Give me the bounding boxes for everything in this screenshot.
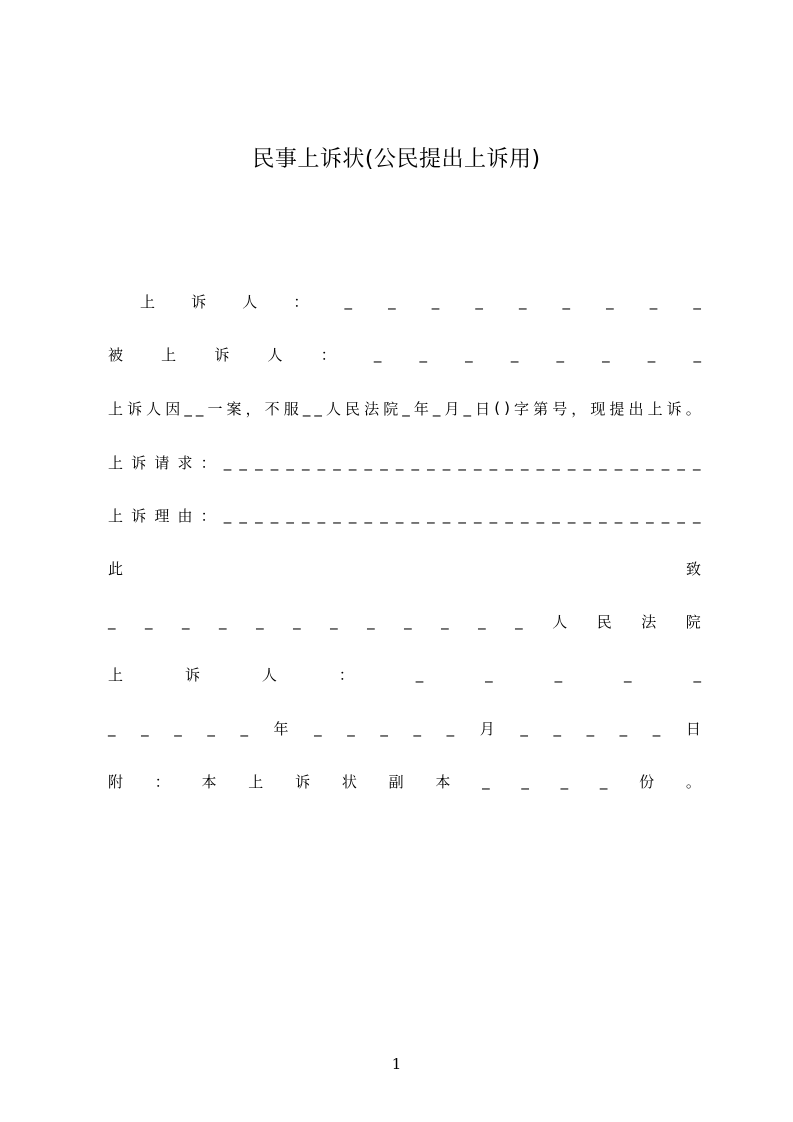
appeal-request-line: 上 诉 请 求 ： _ _ _ _ _ _ _ _ _ _ _ _ _ _ _ _ _ _ _ _ _ _ _ _ _ _ _ _ _ _ _ — [108, 453, 701, 472]
appellant-line: 上 诉 人 ： _ _ _ _ _ _ _ _ _ — [140, 292, 701, 311]
document-title: 民事上诉状(公民提出上诉用) — [252, 147, 541, 172]
signature-line: 上 诉 人 ： _ _ _ _ _ — [108, 665, 701, 684]
appeal-reason-line: 上 诉 理 由 ： _ _ _ _ _ _ _ _ _ _ _ _ _ _ _ _ _ _ _ _ _ _ _ _ _ _ _ _ _ _ _ — [108, 506, 701, 525]
page-number: 1 — [391, 1055, 402, 1073]
salutation-line: 此 致 — [108, 559, 701, 578]
appeal-statement-line: 上 诉 人 因 _ _ 一 案 ， 不 服 _ _ 人 民 法 院 _ 年 _ 月 _ 日 ( ) 字 第 号 ， 现 提 出 上 诉 。 — [108, 399, 701, 418]
appellee-line: 被 上 诉 人 ： _ _ _ _ _ _ _ _ — [108, 345, 701, 364]
attachment-line: 附 ： 本 上 诉 状 副 本 _ _ _ _ 份 。 — [108, 772, 701, 791]
date-line: _ _ _ _ _ 年 _ _ _ _ _ 月 _ _ _ _ _ 日 — [108, 719, 701, 738]
court-line: _ _ _ _ _ _ _ _ _ _ _ _ 人 民 法 院 — [108, 612, 701, 631]
